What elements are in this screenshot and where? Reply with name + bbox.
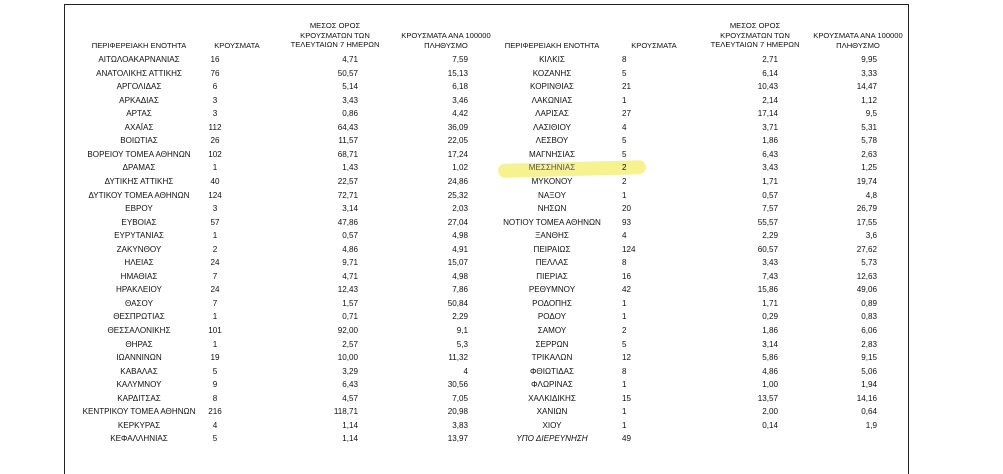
cases-cell: 4 (622, 122, 627, 132)
avg7-cell: 4,71 (342, 271, 358, 281)
cases-cell: 1 (212, 339, 218, 349)
cases-cell: 1 (212, 163, 218, 173)
region-cell: ΕΒΡΟΥ (125, 204, 153, 214)
per100k-cell: 15,07 (447, 258, 468, 268)
cases-cell: 26 (210, 136, 220, 146)
per100k-cell: 1,9 (865, 420, 877, 430)
cases-cell: 3 (212, 204, 218, 214)
header-cases-left: ΚΡΟΥΣΜΑΤΑ (214, 41, 260, 50)
cases-cell: 16 (210, 55, 220, 64)
header-per100k-right: ΚΡΟΥΣΜΑΤΑ ΑΝΑ 100000 ΠΛΗΘΥΣΜΟ (813, 31, 903, 50)
per100k-cell: 6,18 (452, 82, 468, 92)
region-cell: ΙΩΑΝΝΙΝΩΝ (116, 353, 162, 363)
header-cases-right: ΚΡΟΥΣΜΑΤΑ (631, 41, 677, 50)
table-row (0, 405, 1003, 419)
avg7-cell: 7,57 (762, 204, 778, 214)
region-cell: ΒΟΙΩΤΙΑΣ (120, 136, 158, 146)
header-region-left: ΠΕΡΙΦΕΡΕΙΑΚΗ ΕΝΟΤΗΤΑ (91, 41, 187, 50)
avg7-cell: 6,43 (342, 380, 358, 390)
per100k-cell: 4,98 (452, 231, 468, 241)
cases-cell: 40 (210, 176, 220, 186)
avg7-cell: 64,43 (337, 122, 358, 132)
per100k-cell: 3,46 (452, 95, 468, 105)
cases-cell: 7 (212, 298, 218, 308)
per100k-cell: 27,04 (447, 217, 468, 227)
table-row (0, 365, 1003, 379)
cases-cell: 20 (622, 204, 632, 214)
avg7-cell: 0,57 (762, 190, 778, 200)
cases-cell: 1 (622, 95, 627, 105)
per100k-cell: 1,25 (861, 163, 877, 173)
avg7-cell: 3,14 (762, 339, 778, 349)
avg7-cell: 2,71 (762, 55, 778, 64)
avg7-cell: 60,57 (757, 244, 778, 254)
per100k-cell: 3,33 (861, 68, 877, 78)
avg7-cell: 22,57 (337, 176, 358, 186)
cases-cell: 2 (212, 244, 218, 254)
region-cell: ΔΡΑΜΑΣ (122, 163, 156, 173)
avg7-cell: 17,14 (757, 109, 778, 119)
cases-cell: 5 (622, 136, 627, 146)
avg7-cell: 3,29 (342, 366, 358, 376)
avg7-cell: 12,43 (337, 285, 358, 295)
per100k-cell: 17,24 (447, 149, 468, 159)
cases-cell: 6 (212, 82, 218, 92)
region-cell: ΥΠΟ ΔΙΕΡΕΥΝΗΣΗ (516, 434, 588, 444)
cases-cell: 1 (622, 298, 627, 308)
per100k-cell: 14,47 (856, 82, 877, 92)
per100k-cell: 7,86 (452, 285, 468, 295)
per100k-cell: 1,12 (861, 95, 877, 105)
per100k-cell: 0,89 (861, 298, 877, 308)
region-cell: ΠΙΕΡΙΑΣ (536, 271, 568, 281)
region-cell: ΧΑΛΚΙΔΙΚΗΣ (528, 393, 576, 403)
per100k-cell: 6,06 (861, 326, 877, 335)
region-cell: ΚΕΡΚΥΡΑΣ (117, 420, 161, 430)
region-cell: ΑΧΑΪΑΣ (124, 122, 154, 132)
cases-cell: 24 (210, 285, 220, 295)
avg7-cell: 55,57 (757, 217, 778, 227)
avg7-cell: 72,71 (337, 190, 358, 200)
avg7-cell: 2,00 (762, 407, 778, 417)
cases-cell: 2 (622, 176, 627, 186)
cases-cell: 124 (208, 190, 222, 200)
avg7-cell: 15,86 (757, 285, 778, 295)
per100k-cell: 5,78 (861, 136, 877, 146)
avg7-cell: 1,86 (762, 326, 778, 335)
avg7-cell: 6,14 (762, 68, 778, 78)
region-cell: ΛΑΣΙΘΙΟΥ (532, 122, 572, 132)
region-cell: ΑΝΑΤΟΛΙΚΗΣ ΑΤΤΙΚΗΣ (96, 68, 182, 78)
region-cell: ΠΕΛΛΑΣ (535, 258, 569, 268)
avg7-cell: 7,43 (762, 271, 778, 281)
region-cell: ΚΟΡΙΝΘΙΑΣ (530, 82, 574, 92)
avg7-cell: 50,57 (337, 68, 358, 78)
cases-cell: 8 (622, 366, 627, 376)
avg7-cell: 1,43 (342, 163, 358, 173)
per100k-cell: 17,55 (856, 217, 877, 227)
avg7-cell: 3,43 (762, 163, 778, 173)
region-cell: ΕΥΡΥΤΑΝΙΑΣ (114, 231, 164, 241)
avg7-cell: 3,71 (762, 122, 778, 132)
cases-cell: 101 (208, 326, 222, 335)
region-cell: ΜΕΣΣΗΝΙΑΣ (528, 163, 576, 173)
region-cell: ΞΑΝΘΗΣ (535, 231, 569, 241)
table-row (0, 134, 1003, 148)
avg7-cell: 0,57 (342, 231, 358, 241)
table-row (0, 107, 1003, 121)
per100k-cell: 2,63 (861, 149, 877, 159)
per100k-cell: 2,83 (861, 339, 877, 349)
avg7-cell: 118,71 (333, 407, 358, 417)
avg7-cell: 47,86 (337, 217, 358, 227)
per100k-cell: 14,16 (856, 393, 877, 403)
per100k-cell: 5,3 (456, 339, 468, 349)
table-row (0, 256, 1003, 270)
table-row (0, 94, 1003, 108)
region-cell: ΚΑΒΑΛΑΣ (120, 366, 158, 376)
avg7-cell: 3,43 (342, 95, 358, 105)
cases-cell: 8 (622, 258, 627, 268)
header-per100k-left: ΚΡΟΥΣΜΑΤΑ ΑΝΑ 100000 ΠΛΗΘΥΣΜΟ (401, 31, 491, 50)
per100k-cell: 49,06 (856, 285, 877, 295)
header-avg7-right: ΜΕΣΟΣ ΟΡΟΣ ΚΡΟΥΣΜΑΤΩΝ ΤΩΝ ΤΕΛΕΥΤΑΙΩΝ 7 ΗΜΕΡΩΝ (710, 21, 800, 50)
region-cell: ΝΟΤΙΟΥ ΤΟΜΕΑ ΑΘΗΝΩΝ (503, 217, 601, 227)
cases-cell: 12 (622, 353, 632, 363)
table-row (0, 202, 1003, 216)
cases-cell: 1 (622, 420, 627, 430)
per100k-cell: 22,05 (447, 136, 468, 146)
region-cell: ΑΡΤΑΣ (126, 109, 152, 119)
per100k-cell: 11,32 (448, 353, 468, 363)
avg7-cell: 4,57 (342, 393, 358, 403)
region-cell: ΗΡΑΚΛΕΙΟΥ (116, 285, 162, 295)
table-row (0, 67, 1003, 81)
avg7-cell: 2,14 (762, 95, 778, 105)
table-row (0, 161, 1003, 175)
avg7-cell: 5,86 (762, 353, 778, 363)
per100k-cell: 7,59 (452, 55, 468, 64)
per100k-cell: 30,56 (447, 380, 468, 390)
cases-cell: 57 (210, 217, 220, 227)
per100k-cell: 19,74 (856, 176, 877, 186)
region-cell: ΚΕΝΤΡΙΚΟΥ ΤΟΜΕΑ ΑΘΗΝΩΝ (82, 407, 196, 417)
table-row (0, 324, 1003, 338)
cases-cell: 1 (622, 380, 627, 390)
avg7-cell: 0,29 (762, 312, 778, 322)
per100k-cell: 2,29 (452, 312, 468, 322)
region-cell: ΚΕΦΑΛΛΗΝΙΑΣ (110, 434, 168, 444)
per100k-cell: 4,91 (452, 244, 468, 254)
cases-cell: 5 (622, 339, 627, 349)
cases-cell: 8 (622, 55, 627, 64)
header-region-right: ΠΕΡΙΦΕΡΕΙΑΚΗ ΕΝΟΤΗΤΑ (504, 41, 600, 50)
table-row (0, 378, 1003, 392)
cases-cell: 9 (212, 380, 218, 390)
table-top-border (64, 4, 909, 5)
per100k-cell: 1,02 (452, 163, 468, 173)
cases-cell: 2 (622, 326, 627, 335)
per100k-cell: 2,03 (452, 204, 468, 214)
cases-cell: 16 (622, 271, 632, 281)
table-row (0, 283, 1003, 297)
per100k-cell: 1,94 (861, 380, 877, 390)
per100k-cell: 5,31 (861, 122, 877, 132)
table-row (0, 53, 1003, 67)
table-row (0, 229, 1003, 243)
table-row (0, 148, 1003, 162)
per100k-cell: 20,98 (447, 407, 468, 417)
avg7-cell: 2,57 (342, 339, 358, 349)
avg7-cell: 4,86 (762, 366, 778, 376)
cases-cell: 27 (622, 109, 632, 119)
per100k-cell: 3,6 (865, 231, 877, 241)
avg7-cell: 11,57 (338, 136, 358, 146)
table-row (0, 189, 1003, 203)
table-row (0, 419, 1003, 433)
avg7-cell: 6,43 (762, 149, 778, 159)
cases-cell: 124 (622, 244, 636, 254)
per100k-cell: 24,86 (447, 176, 468, 186)
cases-cell: 1 (622, 407, 627, 417)
avg7-cell: 5,14 (342, 82, 358, 92)
avg7-cell: 1,14 (342, 420, 358, 430)
avg7-cell: 1,71 (762, 298, 778, 308)
cases-cell: 102 (208, 149, 222, 159)
region-cell: ΤΡΙΚΑΛΩΝ (531, 353, 573, 363)
region-cell: ΚΑΡΔΙΤΣΑΣ (117, 393, 161, 403)
region-cell: ΕΥΒΟΙΑΣ (121, 217, 157, 227)
region-cell: ΣΕΡΡΩΝ (535, 339, 569, 349)
cases-cell: 5 (622, 68, 627, 78)
avg7-cell: 1,14 (342, 434, 358, 444)
avg7-cell: 10,00 (337, 353, 358, 363)
per100k-cell: 4,8 (865, 190, 877, 200)
cases-cell: 76 (210, 68, 220, 78)
region-cell: ΑΡΚΑΔΙΑΣ (119, 95, 159, 105)
table-row (0, 351, 1003, 365)
avg7-cell: 0,71 (342, 312, 358, 322)
cases-cell: 2 (622, 163, 627, 173)
per100k-cell: 4,42 (452, 109, 468, 119)
per100k-cell: 27,62 (856, 244, 877, 254)
cases-cell: 19 (210, 353, 220, 363)
region-cell: ΚΑΛΥΜΝΟΥ (116, 380, 162, 390)
cases-cell: 42 (622, 285, 632, 295)
avg7-cell: 4,71 (342, 55, 358, 64)
cases-cell: 5 (622, 149, 627, 159)
region-cell: ΡΕΘΥΜΝΟΥ (528, 285, 576, 295)
avg7-cell: 3,43 (762, 258, 778, 268)
per100k-cell: 0,64 (861, 407, 877, 417)
table-row (0, 310, 1003, 324)
cases-cell: 4 (212, 420, 218, 430)
per100k-cell: 12,63 (856, 271, 877, 281)
region-cell: ΜΥΚΟΝΟΥ (531, 176, 573, 186)
table-row (0, 270, 1003, 284)
avg7-cell: 3,14 (342, 204, 358, 214)
cases-cell: 15 (622, 393, 632, 403)
region-cell: ΠΕΙΡΑΙΩΣ (533, 244, 571, 254)
region-cell: ΔΥΤΙΚΗΣ ΑΤΤΙΚΗΣ (104, 176, 174, 186)
cases-cell: 21 (622, 82, 632, 92)
cases-cell: 1 (622, 312, 627, 322)
per100k-cell: 5,06 (861, 366, 877, 376)
table-row (0, 338, 1003, 352)
region-cell: ΖΑΚΥΝΘΟΥ (116, 244, 162, 254)
region-cell: ΗΜΑΘΙΑΣ (120, 271, 158, 281)
per100k-cell: 15,13 (447, 68, 468, 78)
table-row (0, 432, 1003, 446)
cases-cell: 93 (622, 217, 632, 227)
cases-cell: 1 (212, 231, 218, 241)
region-cell: ΜΑΓΝΗΣΙΑΣ (529, 149, 575, 159)
avg7-cell: 1,57 (342, 298, 358, 308)
cases-cell: 8 (212, 393, 218, 403)
per100k-cell: 50,84 (447, 298, 468, 308)
region-cell: ΡΟΔΟΥ (537, 312, 567, 322)
per100k-cell: 7,05 (452, 393, 468, 403)
region-cell: ΑΡΓΟΛΙΔΑΣ (116, 82, 162, 92)
avg7-cell: 92,00 (337, 326, 358, 335)
avg7-cell: 1,71 (762, 176, 778, 186)
cases-cell: 216 (208, 407, 222, 417)
per100k-cell: 9,15 (861, 353, 877, 363)
cases-cell: 7 (212, 271, 218, 281)
region-cell: ΒΟΡΕΙΟΥ ΤΟΜΕΑ ΑΘΗΝΩΝ (87, 149, 191, 159)
region-cell: ΘΕΣΠΡΩΤΙΑΣ (113, 312, 165, 322)
per100k-cell: 9,95 (861, 55, 877, 64)
per100k-cell: 9,5 (865, 109, 877, 119)
cases-cell: 4 (622, 231, 627, 241)
avg7-cell: 1,00 (762, 380, 778, 390)
per100k-cell: 13,97 (447, 434, 468, 444)
avg7-cell: 9,71 (342, 258, 358, 268)
cases-cell: 3 (212, 95, 218, 105)
per100k-cell: 0,83 (861, 312, 877, 322)
avg7-cell: 10,43 (757, 82, 778, 92)
table-row (0, 175, 1003, 189)
avg7-cell: 1,86 (762, 136, 778, 146)
avg7-cell: 0,86 (342, 109, 358, 119)
table-row (0, 392, 1003, 406)
region-cell: ΘΑΣΟΥ (125, 298, 153, 308)
per100k-cell: 4 (463, 366, 468, 376)
cases-cell: 49 (622, 434, 632, 444)
avg7-cell: 68,71 (337, 149, 358, 159)
table-row (0, 80, 1003, 94)
per100k-cell: 36,09 (447, 122, 468, 132)
table-row (0, 297, 1003, 311)
cases-cell: 5 (212, 434, 218, 444)
per100k-cell: 9,1 (456, 326, 468, 335)
region-cell: ΣΑΜΟΥ (537, 326, 567, 335)
header-avg7-left: ΜΕΣΟΣ ΟΡΟΣ ΚΡΟΥΣΜΑΤΩΝ ΤΩΝ ΤΕΛΕΥΤΑΙΩΝ 7 ΗΜΕΡΩΝ (290, 21, 380, 50)
avg7-cell: 2,29 (762, 231, 778, 241)
avg7-cell: 4,86 (342, 244, 358, 254)
cases-cell: 5 (212, 366, 218, 376)
region-cell: ΝΑΞΟΥ (538, 190, 566, 200)
region-cell: ΧΑΝΙΩΝ (536, 407, 568, 417)
region-cell: ΡΟΔΟΠΗΣ (532, 298, 572, 308)
cases-cell: 1 (622, 190, 627, 200)
table-row (0, 243, 1003, 257)
region-cell: ΚΙΛΚΙΣ (539, 55, 565, 64)
region-cell: ΦΘΙΩΤΙΔΑΣ (529, 366, 575, 376)
region-cell: ΘΗΡΑΣ (125, 339, 153, 349)
region-cell: ΛΕΣΒΟΥ (535, 136, 569, 146)
per100k-cell: 5,73 (861, 258, 877, 268)
per100k-cell: 25,32 (447, 190, 468, 200)
region-cell: ΦΛΩΡΙΝΑΣ (531, 380, 573, 390)
cases-cell: 3 (212, 109, 218, 119)
avg7-cell: 13,57 (757, 393, 778, 403)
per100k-cell: 26,79 (856, 204, 877, 214)
region-cell: ΚΟΖΑΝΗΣ (532, 68, 572, 78)
per100k-cell: 3,83 (452, 420, 468, 430)
region-cell: ΝΗΣΩΝ (537, 204, 567, 214)
cases-cell: 1 (212, 312, 218, 322)
region-cell: ΛΑΡΙΣΑΣ (535, 109, 569, 119)
region-cell: ΗΛΕΙΑΣ (124, 258, 154, 268)
cases-cell: 112 (208, 122, 222, 132)
region-cell: ΑΙΤΩΛΟΑΚΑΡΝΑΝΙΑΣ (98, 55, 180, 64)
table-row (0, 216, 1003, 230)
cases-cell: 24 (210, 258, 220, 268)
region-cell: ΛΑΚΩΝΙΑΣ (531, 95, 573, 105)
region-cell: ΘΕΣΣΑΛΟΝΙΚΗΣ (107, 326, 171, 335)
region-cell: ΧΙΟΥ (542, 420, 562, 430)
per100k-cell: 4,98 (452, 271, 468, 281)
avg7-cell: 0,14 (762, 420, 778, 430)
table-row (0, 121, 1003, 135)
region-cell: ΔΥΤΙΚΟΥ ΤΟΜΕΑ ΑΘΗΝΩΝ (88, 190, 190, 200)
